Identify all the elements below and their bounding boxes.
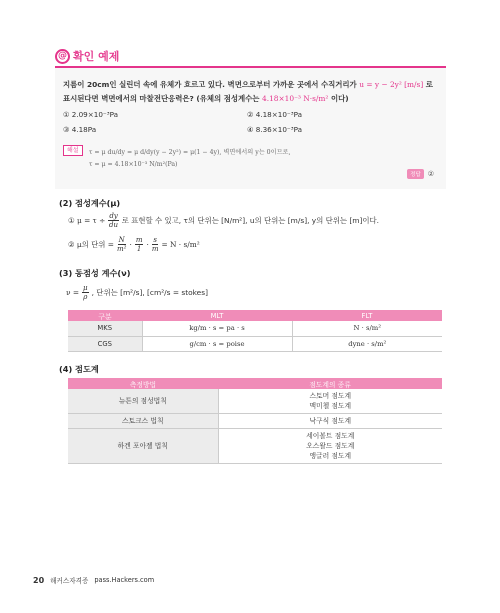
solution-label: 해설 xyxy=(63,145,83,156)
viscometer-type: 세이볼트 점도계 xyxy=(306,432,355,440)
question-text: 지름이 20cm인 실린더 속에 유체가 흐르고 있다. 벽면으로부터 가까운 곳에서 수직거리가 u = y − 2y² [m/s] 로 표시된다면 벽면에서의 마찰전단응력은? (유체의 점성계수는 4.18×10⁻³ N·s/m² 이다) xyxy=(63,80,433,103)
units-table xyxy=(68,310,442,352)
answer xyxy=(407,169,434,179)
table-row: CGS g/cm · s = poise dyne · s/m² xyxy=(68,336,442,351)
page-number: 20 xyxy=(33,575,45,585)
example-title: 확인 예제 xyxy=(73,50,120,63)
table-header: FLT xyxy=(292,310,442,321)
site-url: pass.Hackers.com xyxy=(94,576,155,584)
section-2-line-2: ② μ의 단위 = $\frac{N}{\text{m²}}$ · $\frac{m}{1}$ · $\frac{s}{m}$ = N · s/m² xyxy=(68,236,200,253)
fraction-dy-du: $\frac{dy}{du}$ xyxy=(109,212,119,229)
solution xyxy=(63,145,435,181)
section-2-title: (2) 점성계수(μ) xyxy=(59,198,121,208)
option-3: ③ 4.18Pa xyxy=(63,125,97,134)
table-header: 구분 xyxy=(68,310,142,321)
table-row: MKS kg/m · s = pa · s N · s/m² xyxy=(68,321,442,336)
page-footer xyxy=(33,575,154,585)
answer-label: 정답 xyxy=(407,169,424,179)
solution-line-2: τ = μ = 4.18×10⁻³ N/m²(Pa) xyxy=(89,161,178,168)
table-header: 측정방법 xyxy=(68,378,218,389)
example-box xyxy=(55,66,446,189)
solution-line-1: τ = μ du/dy = μ d/dy(y − 2y²) = μ(1 − 4y), 벽면에서의 y는 0이므로, xyxy=(89,149,291,156)
section-3-title: (3) 동점성 계수(ν) xyxy=(59,268,131,278)
viscometer-type: 낙구식 점도계 xyxy=(309,417,352,425)
table-header: 점도계의 종류 xyxy=(218,378,442,389)
table-row: 스토크스 법칙 낙구식 점도계 xyxy=(68,414,442,429)
section-4-title: (4) 점도계 xyxy=(59,364,99,374)
example-icon: @ xyxy=(55,49,70,64)
option-1: ① 2.09×10⁻³Pa xyxy=(63,110,118,119)
book-title: 해커스자격증 xyxy=(50,577,89,585)
option-4: ④ 8.36×10⁻³Pa xyxy=(247,125,302,134)
section-2-line-1: ① μ = τ ÷ $\frac{dy}{du}$ 로 표현할 수 있고, τ의 단위는 [N/m²], u의 단위는 [m/s], y의 단위는 [m]이다. xyxy=(68,212,379,229)
answer-value: ② xyxy=(427,170,434,178)
viscometer-type: 앵글러 점도계 xyxy=(309,452,352,460)
example-header xyxy=(55,48,119,64)
table-row: 하겐 포아젤 법칙 세이볼트 점도계 오스왈드 점도계 앵글러 점도계 xyxy=(68,429,442,464)
table-row: 뉴튼의 점성법칙 스토머 점도계 맥미첼 점도계 xyxy=(68,389,442,414)
section-3-line: ν = $\frac{\mu}{\rho}$ , 단위는 [m²/s], [cm²/s = stokes] xyxy=(66,284,208,301)
viscometer-table xyxy=(68,378,442,464)
table-header: MLT xyxy=(142,310,292,321)
viscometer-type: 맥미첼 점도계 xyxy=(309,402,352,410)
viscometer-type: 스토머 점도계 xyxy=(309,392,352,400)
option-2: ② 4.18×10⁻³Pa xyxy=(247,110,302,119)
viscometer-type: 오스왈드 점도계 xyxy=(306,442,355,450)
